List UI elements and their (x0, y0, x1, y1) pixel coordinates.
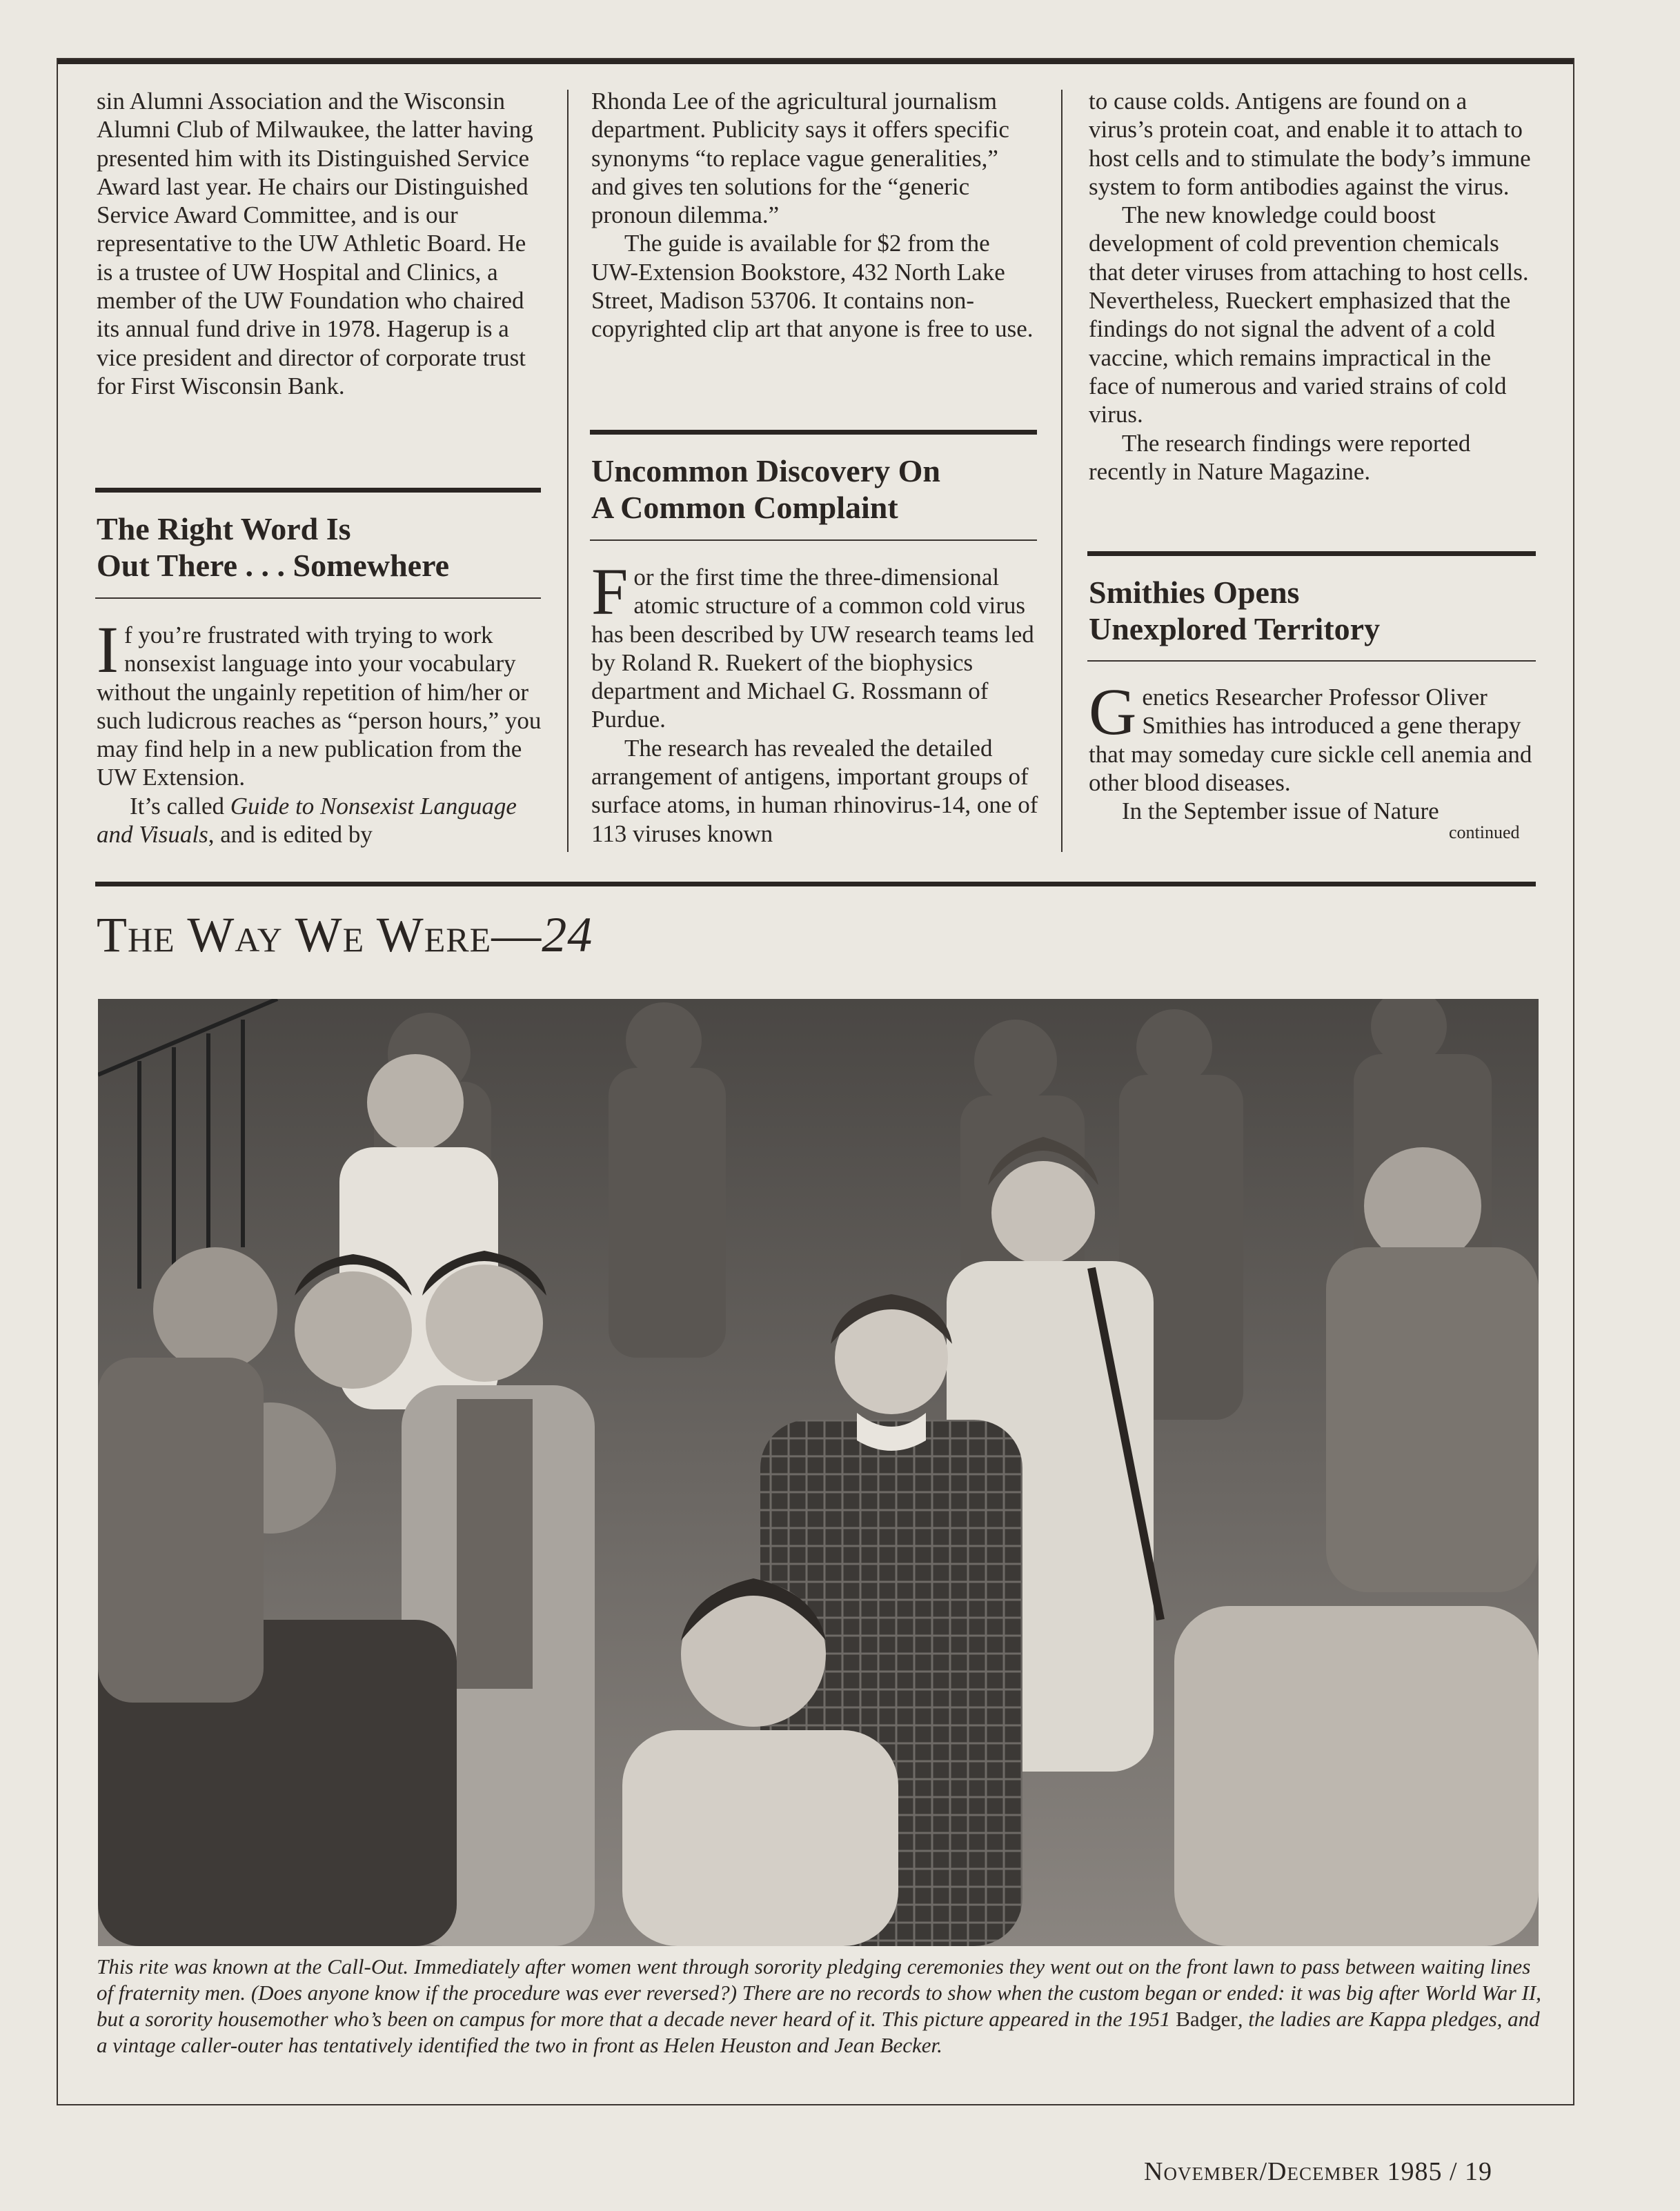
col3-para4-text: enetics Researcher Professor Oliver Smithies has introduced a gene therapy that may someday cure sickle cell anemia and other blood diseases. (1089, 684, 1532, 796)
page-number: 19 (1465, 2157, 1493, 2186)
caption-part2: , the ladies are Kappa pledges, and a vintage caller-outer has tentatively identified the two in front as Helen Heuston and Jean Becker. (97, 2007, 1540, 2057)
column-divider-2 (1061, 90, 1063, 852)
col1-para2-start: It’s called (130, 792, 230, 820)
feature-title-text: The Way We Were— (97, 907, 542, 962)
col2-para3 (591, 555, 1038, 734)
col1-heading (97, 510, 449, 584)
col1-para1-text: f you’re frustrated with trying to work nonsexist language into your vocabulary without the ungainly repetition of him/her or such ludicrous reaches as “person hours,” you may find help in a new publication from the UW Extension. (97, 622, 542, 791)
column-2-top (591, 87, 1038, 344)
photo-illustration (98, 999, 1539, 1946)
column-2-article (591, 555, 1038, 848)
col2-top-text: Rhonda Lee of the agricultural journalism department. Publicity says it offers specific synonyms “to replace vague generalities,” and gives ten solutions for the “generic pronoun dilemma.” (591, 88, 1009, 229)
col3-top-text: to cause colds. Antigens are found on a virus’s protein coat, and enable it to attach to host cells and to stimulate the body’s immune system to form antibodies against the virus. (1089, 88, 1531, 200)
footer-issue-date: November/December 1985 (1144, 2157, 1443, 2186)
col3-heading-underline (1087, 660, 1536, 662)
col1-heading-underline (95, 597, 541, 599)
column-divider-1 (567, 90, 569, 852)
feature-number: 24 (542, 907, 593, 962)
col1-heading-rule (95, 488, 541, 493)
feature-rule (95, 882, 1536, 886)
col3-para4 (1089, 675, 1536, 797)
column-1-article (97, 613, 544, 849)
col2-para2: The guide is available for $2 from the UW-Extension Bookstore, 432 North Lake Street, Madison 53706. It contains non-copyrighted clip art that anyone is free to use. (591, 230, 1034, 343)
col2-para3-text: or the first time the three-dimensional atomic structure of a common cold virus has been described by UW research teams led by Roland R. Ruekert of the biophysics department and Michael G. Rossmann of Purdue. (591, 564, 1034, 733)
col3-para2: The new knowledge could boost development of cold prevention chemicals that deter viruses from attaching to host cells. Nevertheless, Rueckert emphasized that the findings do not signal the advent of a cold vaccine, which remains impractical in the face of numerous and varied strains of cold virus. (1089, 201, 1529, 428)
col1-top-text: sin Alumni Association and the Wisconsin Alumni Club of Milwaukee, the latter having presented him with its Distinguished Service Award last year. He chairs our Distinguished Service Award Committee, and is our representative to the UW Athletic Board. He is a trustee of UW Hospital and Clinics, a member of the UW Foundation who chaired its annual fund drive in 1978. Hagerup is a vice president and director of corporate trust for First Wisconsin Bank. (97, 88, 533, 399)
col1-para1 (97, 613, 544, 792)
footer-separator: / (1442, 2157, 1465, 2186)
column-3-article (1089, 675, 1536, 825)
col3-heading-line2: Unexplored Territory (1089, 611, 1381, 646)
page-footer (1144, 2157, 1492, 2187)
photo-caption (97, 1954, 1545, 2059)
feature-title (97, 904, 593, 966)
caption-part1: This rite was known at the Call-Out. Immediately after women went through sorority pledging ceremonies they went out on the front lawn to pass between waiting lines of fraternity men. (Does anyone know if the procedure was ever reversed?) There are no records to show when the custom began or ended: it was big after World War II, but a sorority housemother who’s been on campus for more that a decade never heard of it. This picture appeared in the 1951 (97, 1954, 1541, 2031)
col2-heading-underline (590, 539, 1037, 541)
col2-heading-rule (590, 430, 1037, 435)
col2-dropcap: F (591, 555, 629, 628)
col3-para5: In the September issue of Nature (1122, 797, 1439, 825)
col1-heading-line2: Out There . . . Somewhere (97, 548, 450, 583)
col3-heading (1089, 574, 1380, 647)
col3-heading-line1: Smithies Opens (1089, 575, 1300, 610)
caption-badger: Badger (1176, 2007, 1238, 2031)
col1-para2 (97, 792, 544, 849)
col1-para2-end: , and is edited by (208, 821, 373, 849)
photo-call-out-crowd (98, 999, 1539, 1946)
col1-dropcap: I (97, 613, 119, 686)
col2-heading (591, 453, 940, 526)
col2-para4: The research has revealed the detailed arrangement of antigens, important groups of surface atoms, in human rhinovirus-14, one of 113 viruses known (591, 734, 1038, 847)
col3-dropcap: G (1089, 675, 1137, 748)
col1-guide-title: Guide to Nonsexist Language and Visuals (97, 792, 517, 849)
column-3-top (1089, 87, 1536, 486)
column-1-top (97, 87, 544, 400)
col2-heading-line2: A Common Complaint (591, 490, 898, 525)
col3-para3: The research findings were reported recently in Nature Magazine. (1089, 429, 1471, 485)
continued-label: continued (1449, 822, 1520, 842)
col1-heading-line1: The Right Word Is (97, 511, 351, 546)
col2-heading-line1: Uncommon Discovery On (591, 453, 940, 488)
col3-heading-rule (1087, 551, 1536, 556)
